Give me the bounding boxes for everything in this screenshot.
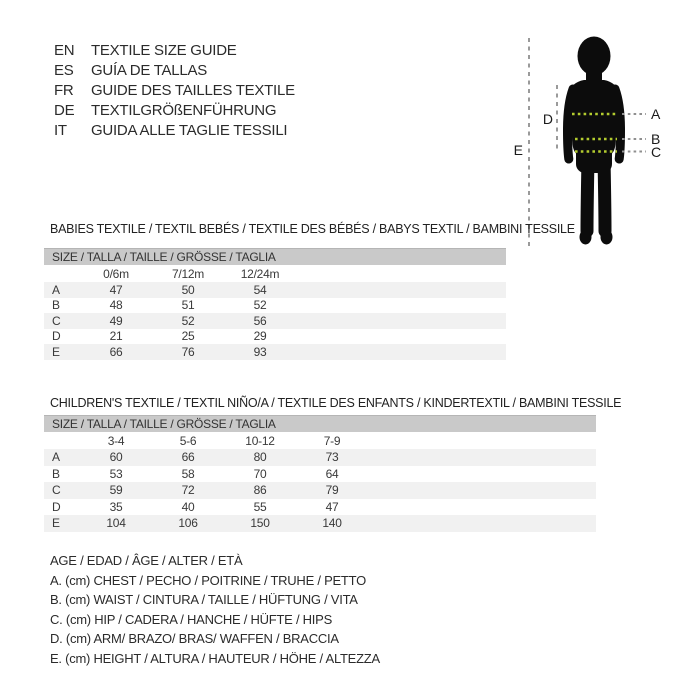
row-label: E — [52, 344, 60, 359]
size-value: 72 — [181, 483, 195, 498]
legend-line: B. (cm) WAIST / CINTURA / TAILLE / HÜFTUNG / VITA — [50, 592, 358, 607]
size-value: 52 — [181, 313, 195, 328]
children-size-table — [44, 396, 622, 532]
size-value: 52 — [253, 298, 267, 313]
legend-line: C. (cm) HIP / CADERA / HANCHE / HÜFTE / HIPS — [50, 611, 333, 627]
column-header: 10-12 — [245, 433, 275, 448]
size-value: 51 — [181, 298, 195, 313]
filler-cell — [368, 482, 596, 499]
size-value: 53 — [109, 466, 123, 481]
row-label: A — [52, 450, 60, 465]
size-value: 76 — [181, 344, 195, 359]
row-label: C — [52, 483, 61, 498]
filler-cell — [368, 499, 596, 516]
size-value: 59 — [109, 483, 123, 498]
size-value: 140 — [322, 516, 342, 531]
measurement-legend — [50, 551, 380, 668]
row-label: A — [52, 282, 60, 297]
legend-line: D. (cm) ARM/ BRAZO/ BRAS/ WAFFEN / BRACCIA — [50, 631, 339, 646]
filler-cell — [368, 515, 596, 532]
row-label-spacer — [44, 265, 80, 282]
table-row — [44, 499, 596, 516]
size-value: 55 — [253, 499, 267, 514]
legend-line: E. (cm) HEIGHT / ALTURA / HAUTEUR / HÖHE / ALTEZZA — [50, 650, 380, 666]
size-value: 56 — [253, 313, 267, 328]
size-value: 40 — [181, 499, 195, 514]
column-header: 7-9 — [323, 433, 341, 448]
figure-label-e: E — [513, 142, 523, 158]
filler-cell — [296, 298, 506, 314]
language-code: EN — [54, 42, 75, 59]
size-value: 25 — [181, 329, 195, 344]
children-size-header-bar: SIZE / TALLA / TAILLE / GRÖSSE / TAGLIA — [44, 415, 596, 432]
size-value: 104 — [106, 516, 126, 531]
table-row — [44, 282, 506, 298]
babies-column-header-row — [44, 265, 506, 282]
size-value: 66 — [109, 344, 123, 359]
language-code: FR — [54, 82, 74, 99]
language-code: DE — [54, 102, 75, 119]
table-row — [44, 298, 506, 314]
table-row — [44, 466, 596, 483]
language-row — [54, 41, 295, 61]
children-column-header-row — [44, 432, 596, 449]
row-label: E — [52, 516, 60, 531]
table-row — [44, 329, 506, 345]
language-row — [54, 61, 295, 81]
column-header: 0/6m — [103, 266, 129, 281]
language-title: TEXTILE SIZE GUIDE — [91, 42, 237, 59]
column-header: 3-4 — [107, 433, 125, 448]
filler-cell — [296, 313, 506, 329]
figure-label-c: C — [651, 144, 662, 160]
filler-cell — [368, 466, 596, 483]
language-row — [54, 121, 295, 141]
language-code: IT — [54, 122, 67, 139]
column-header: 5-6 — [179, 433, 197, 448]
size-value: 150 — [250, 516, 270, 531]
size-value: 64 — [325, 466, 339, 481]
filler-cell — [368, 432, 596, 449]
language-title: GUIDA ALLE TAGLIE TESSILI — [91, 122, 288, 139]
size-value: 29 — [253, 329, 267, 344]
language-title: GUÍA DE TALLAS — [91, 62, 207, 79]
filler-cell — [296, 344, 506, 360]
filler-cell — [296, 329, 506, 345]
size-value: 70 — [253, 466, 267, 481]
size-value: 93 — [253, 344, 267, 359]
table-row — [44, 344, 506, 360]
legend-age-line: AGE / EDAD / ÂGE / ALTER / ETÀ — [50, 553, 243, 568]
row-label: C — [52, 313, 61, 328]
language-title: TEXTILGRÖßENFÜHRUNG — [91, 102, 277, 119]
table-row — [44, 515, 596, 532]
language-row — [54, 81, 295, 101]
size-value: 106 — [178, 516, 198, 531]
size-value: 80 — [253, 450, 267, 465]
size-value: 21 — [109, 329, 123, 344]
legend-lines — [50, 571, 380, 669]
size-value: 35 — [109, 499, 123, 514]
language-title-list — [54, 41, 295, 141]
row-label: D — [52, 499, 61, 514]
language-code: ES — [54, 62, 74, 79]
figure-label-d: D — [542, 111, 553, 127]
table-row — [44, 313, 506, 329]
size-value: 54 — [253, 282, 267, 297]
row-label: D — [52, 329, 61, 344]
size-value: 47 — [109, 282, 123, 297]
table-row — [44, 449, 596, 466]
babies-size-table — [44, 222, 575, 360]
filler-cell — [296, 282, 506, 298]
language-title: GUIDE DES TAILLES TEXTILE — [91, 82, 295, 99]
size-value: 50 — [181, 282, 195, 297]
size-value: 60 — [109, 450, 123, 465]
size-value: 73 — [325, 450, 339, 465]
babies-size-header-bar: SIZE / TALLA / TAILLE / GRÖSSE / TAGLIA — [44, 248, 506, 265]
column-header: 12/24m — [240, 266, 280, 281]
size-value: 66 — [181, 450, 195, 465]
row-label-spacer — [44, 432, 80, 449]
size-value: 79 — [325, 483, 339, 498]
size-value: 86 — [253, 483, 267, 498]
filler-cell — [368, 449, 596, 466]
babies-table-title: BABIES TEXTILE / TEXTIL BEBÉS / TEXTILE DES BÉBÉS / BABYS TEXTIL / BAMBINI TESSILE — [50, 222, 575, 236]
size-value: 58 — [181, 466, 195, 481]
language-row — [54, 101, 295, 121]
children-table-title: CHILDREN'S TEXTILE / TEXTIL NIÑO/A / TEXTILE DES ENFANTS / KINDERTEXTIL / BAMBINI TESSILE — [50, 396, 622, 410]
filler-cell — [296, 265, 506, 282]
legend-line: A. (cm) CHEST / PECHO / POITRINE / TRUHE / PETTO — [50, 572, 366, 588]
column-header: 7/12m — [171, 266, 205, 281]
table-row — [44, 482, 596, 499]
row-label: B — [52, 466, 60, 481]
figure-label-a: A — [651, 106, 661, 122]
child-silhouette-icon — [568, 37, 621, 245]
figure-label-b: B — [651, 131, 661, 147]
size-value: 47 — [325, 499, 339, 514]
row-label: B — [52, 298, 60, 313]
size-value: 49 — [109, 313, 123, 328]
size-value: 48 — [109, 298, 123, 313]
